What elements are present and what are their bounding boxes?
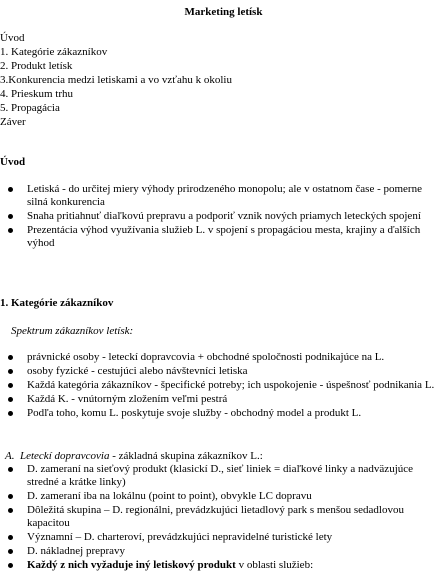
toc-item: 3.Konkurencia medzi letiskami a vo vzťahu k okoliu [0,74,232,86]
sectionA-last-bold: Každý z nich vyžaduje iný letiskový produkt [27,559,236,571]
toc-item: 1. Kategórie zákazníkov [0,46,108,58]
toc-item: Záver [0,116,26,128]
table-of-contents [0,31,447,129]
list-item: Každá K. - vnútorným zložením veľmi pestrá [0,393,436,406]
list-item: Podľa toho, komu L. poskytuje svoje služby - obchodný model a produkt L. [0,407,436,420]
sectionA-last-rest: v oblasti služieb: [235,559,314,571]
document-title: Marketing letísk [184,6,263,18]
section1-heading: 1. Kategórie zákazníkov [0,297,114,309]
section1-subheading: Spektrum zákazníkov letísk: [11,325,134,337]
list-item: D. zameraní na sieťový produkt (klasickí D., sieť liniek = diaľkové linky a nadväzujúce stredné a krátke linky) [0,463,440,489]
sectionA-heading [5,449,263,463]
sectionA-letter: A. [5,450,15,462]
toc-item: 5. Propagácia [0,102,60,114]
section1-bullet-list [0,351,436,421]
list-item: D. zameraní iba na lokálnu (point to point), obvykle LC dopravu [0,490,440,503]
intro-heading: Úvod [0,156,26,168]
toc-item: 2. Produkt letísk [0,60,73,72]
sectionA-title-rest: - základná skupina zákazníkov L.: [109,450,263,462]
list-item [0,559,440,572]
sectionA-bullet-list [0,463,440,573]
list-item: Letiská - do určitej miery výhody prirodzeného monopolu; ale v ostatnom čase - pomerne silná konkurencia [0,183,440,209]
sectionA-title: Leteckí dopravcovia [19,450,110,462]
list-item: právnické osoby - leteckí dopravcovia + obchodné spoločnosti podnikajúce na L. [0,351,436,364]
list-item: Snaha pritiahnuť diaľkovú prepravu a podporiť vznik nových priamych leteckých spojení [0,210,440,223]
list-item: Prezentácia výhod využívania služieb L. v spojení s propagáciou mesta, krajiny a ďalších výhod [0,224,440,250]
list-item: Významní – D. charteroví, prevádzkujúci nepravidelné turistické lety [0,531,440,544]
list-item: Dôležitá skupina – D. regionálni, prevádzkujúci lietadlový park s menšou sedadlovou kapacitou [0,504,440,530]
list-item: osoby fyzické - cestujúci alebo návštevníci letiska [0,365,436,378]
toc-item: 4. Prieskum trhu [0,88,74,100]
intro-bullet-list [0,183,440,251]
list-item: D. nákladnej prepravy [0,545,440,558]
toc-item: Úvod [0,32,25,44]
list-item: Každá kategória zákazníkov - špecifické potreby; ich uspokojenie - úspešnosť podnikania L. [0,379,436,392]
